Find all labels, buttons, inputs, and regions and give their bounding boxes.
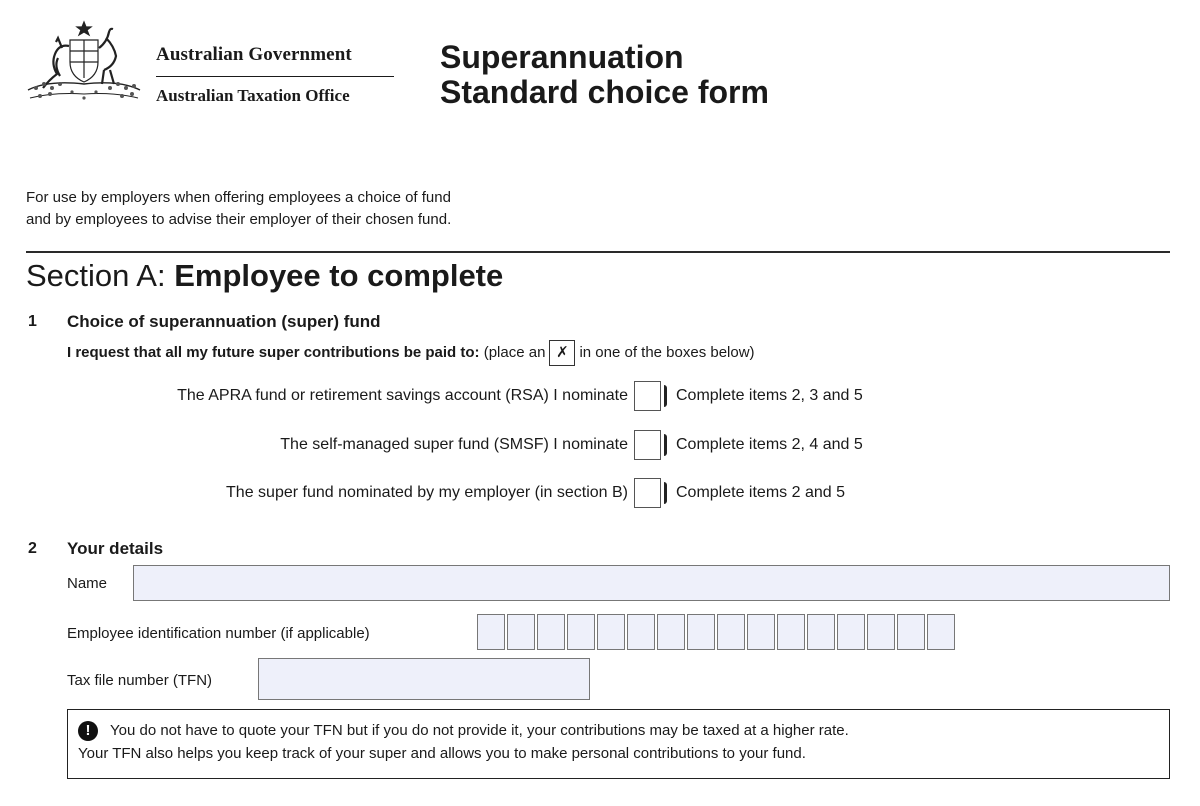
employee-id-digit-box[interactable] xyxy=(657,614,685,650)
option-smsf-note: Complete items 2, 4 and 5 xyxy=(676,436,863,453)
section-a-heading xyxy=(26,258,503,294)
employee-id-digit-box[interactable] xyxy=(867,614,895,650)
exclamation-icon: ! xyxy=(78,721,98,741)
employee-id-digit-box[interactable] xyxy=(837,614,865,650)
section-a-title: Employee to complete xyxy=(174,258,504,293)
employee-id-digit-box[interactable] xyxy=(477,614,505,650)
employee-id-digit-box[interactable] xyxy=(717,614,745,650)
intro-line2: and by employees to advise their employer of their chosen fund. xyxy=(26,211,452,228)
government-name: Australian Government xyxy=(156,44,352,65)
tfn-notice-box xyxy=(67,709,1170,779)
employee-id-digit-box[interactable] xyxy=(627,614,655,650)
intro-line1: For use by employers when offering employees a choice of fund xyxy=(26,189,451,206)
question-1-number: 1 xyxy=(28,313,37,330)
tfn-label: Tax file number (TFN) xyxy=(67,672,213,689)
option-employer-checkbox[interactable] xyxy=(634,478,661,508)
form-title-line1: Superannuation xyxy=(440,39,684,75)
section-divider xyxy=(26,251,1170,253)
header-divider xyxy=(156,76,394,77)
request-bold-text: I request that all my future super contributions be paid to: xyxy=(67,343,480,361)
employee-id-digit-box[interactable] xyxy=(927,614,955,650)
employee-id-digit-box[interactable] xyxy=(567,614,595,650)
employee-id-boxes xyxy=(477,614,957,650)
x-mark-sample-icon: ✗ xyxy=(549,340,575,366)
employee-id-digit-box[interactable] xyxy=(597,614,625,650)
tfn-field[interactable] xyxy=(258,658,590,700)
form-title xyxy=(440,40,769,110)
checkbox-tab xyxy=(664,385,667,407)
option-smsf-checkbox[interactable] xyxy=(634,430,661,460)
checkbox-tab xyxy=(664,482,667,504)
checkbox-tab xyxy=(664,434,667,456)
section-a-prefix: Section A: xyxy=(26,258,175,293)
option-apra-note: Complete items 2, 3 and 5 xyxy=(676,387,863,404)
eid-label: Employee identification number (if applicable) xyxy=(67,625,370,642)
question-1-title: Choice of superannuation (super) fund xyxy=(67,312,381,331)
request-pre-text: (place an xyxy=(483,343,546,361)
question-2-title: Your details xyxy=(67,539,164,558)
name-label: Name xyxy=(67,575,108,592)
employee-id-digit-box[interactable] xyxy=(747,614,775,650)
form-title-line2: Standard choice form xyxy=(440,74,769,110)
option-smsf-label: The self-managed super fund (SMSF) I nominate xyxy=(280,436,628,453)
option-employer-label: The super fund nominated by my employer (in section B) xyxy=(226,484,628,501)
notice-line1: You do not have to quote your TFN but if you do not provide it, your contributions may be taxed at a higher rate. xyxy=(110,722,849,739)
request-post-text: in one of the boxes below) xyxy=(579,343,755,361)
question-1-instruction xyxy=(67,340,755,366)
question-2-number: 2 xyxy=(28,540,37,557)
employee-id-digit-box[interactable] xyxy=(807,614,835,650)
intro-text xyxy=(26,187,646,231)
employee-id-digit-box[interactable] xyxy=(897,614,925,650)
employee-id-digit-box[interactable] xyxy=(687,614,715,650)
option-employer-note: Complete items 2 and 5 xyxy=(676,484,845,501)
coat-of-arms-icon xyxy=(22,18,146,110)
employee-id-digit-box[interactable] xyxy=(777,614,805,650)
employee-id-digit-box[interactable] xyxy=(507,614,535,650)
employee-id-digit-box[interactable] xyxy=(537,614,565,650)
option-apra-label: The APRA fund or retirement savings account (RSA) I nominate xyxy=(177,387,628,404)
option-apra-checkbox[interactable] xyxy=(634,381,661,411)
agency-name: Australian Taxation Office xyxy=(156,86,350,105)
name-field[interactable] xyxy=(133,565,1170,601)
notice-line2: Your TFN also helps you keep track of your super and allows you to make personal contributions to your fund. xyxy=(78,745,806,762)
